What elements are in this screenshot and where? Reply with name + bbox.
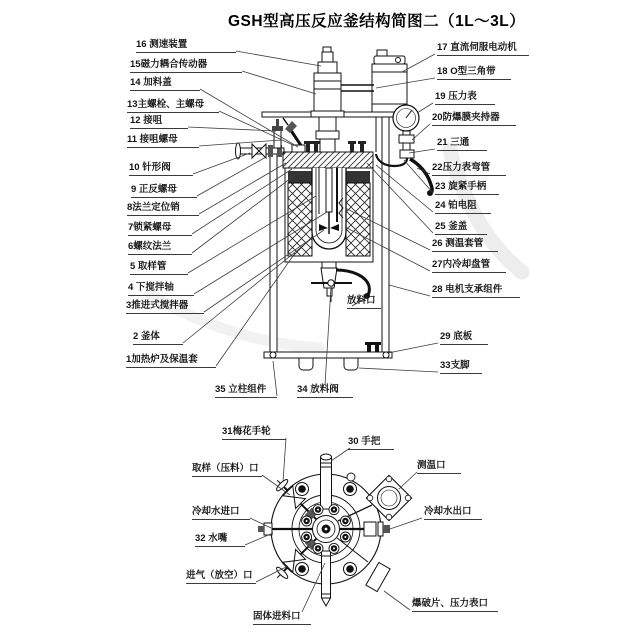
label-30-handle: 30 手把 [348,437,394,450]
label-25-kettle-lid: 25 釜盖 [435,222,487,235]
label-31-plum-handwheel: 31梅花手轮 [222,427,286,440]
label-2-kettle-body: 2 釜体 [133,332,183,345]
top-view-diagram [258,454,412,606]
label-29-bottom-plate: 29 底板 [440,332,488,345]
label-28-motor-support: 28 电机支承组件 [432,285,520,298]
label-6-threaded-flange: 6螺纹法兰 [128,242,192,255]
label-32-water-nozzle: 32 水嘴 [195,534,245,547]
label-22-gauge-bend-pipe: 22压力表弯管 [432,163,506,176]
label-33-support-legs: 33支脚 [440,361,482,374]
solid-feed-port [322,551,331,606]
label-temperature-port: 测温口 [417,461,461,474]
main-diagram [236,47,434,370]
label-9-reverse-nut: 9 正反螺母 [131,185,197,198]
label-24-platinum-rtd: 24 铂电阻 [435,201,491,214]
label-23-tightening-handle: 23 旋紧手柄 [435,182,499,195]
v-belt [336,85,374,91]
magnetic-coupling [311,73,344,152]
label-17-dc-servo-motor: 17 直流伺服电动机 [437,43,529,56]
label-27-cooling-coil: 27内冷却盘管 [432,260,506,273]
lid-handle [321,454,332,509]
label-4-lower-stir-shaft: 4 下搅拌轴 [128,283,194,296]
label-5-sampling-tube: 5 取样管 [130,262,188,275]
label-8-flange-pin: 8法兰定位销 [127,203,199,216]
label-13-main-bolt-nut: 13主螺栓、主螺母 [127,100,219,113]
label-solid-feed-port: 固体进料口 [253,612,311,625]
label-gas-inlet-vent-port: 进气（放空）口 [186,571,256,584]
label-14-feed-cover: 14 加料盖 [130,78,200,91]
label-16-speed-device: 16 测速装置 [136,40,236,53]
label-rupture-disc-gauge-port: 爆破片、压力表口 [412,599,498,612]
speed-sensor [318,47,337,73]
label-7-lock-nut: 7锁紧螺母 [128,223,192,236]
label-11-nozzle-nut: 11 接咀螺母 [127,135,199,148]
label-1-heating-furnace: 1加热炉及保温套 [126,355,216,368]
label-12-nozzle: 12 接咀 [130,116,188,129]
center-hub [313,516,340,543]
label-10-needle-valve: 10 针形阀 [129,163,193,176]
label-cooling-water-outlet: 冷却水出口 [424,507,482,520]
label-34-discharge-valve: 34 放料阀 [297,385,353,398]
label-15-magnetic-coupling: 15磁力耦合传动器 [130,60,242,73]
label-3-propeller-stirrer: 3推进式搅拌器 [126,301,204,314]
label-21-tee: 21 三通 [437,138,487,151]
label-sampling-press-port: 取样（压料）口 [192,464,262,477]
label-20-rupture-membrane-holder: 20防爆膜夹持器 [432,113,516,126]
label-18-v-belt: 18 O型三角带 [437,67,511,80]
motor [372,50,407,112]
diagram-title: GSH型高压反应釜结构简图二（1L～3L） [228,13,526,30]
label-cooling-water-inlet: 冷却水进口 [192,507,250,520]
label-35-column-assembly: 35 立柱组件 [215,385,277,398]
needle-valve [236,119,285,159]
label-26-thermowell: 26 测温套管 [432,239,498,252]
label-19-pressure-gauge: 19 压力表 [435,92,495,105]
label-discharge-port: 放料口 [347,296,381,309]
